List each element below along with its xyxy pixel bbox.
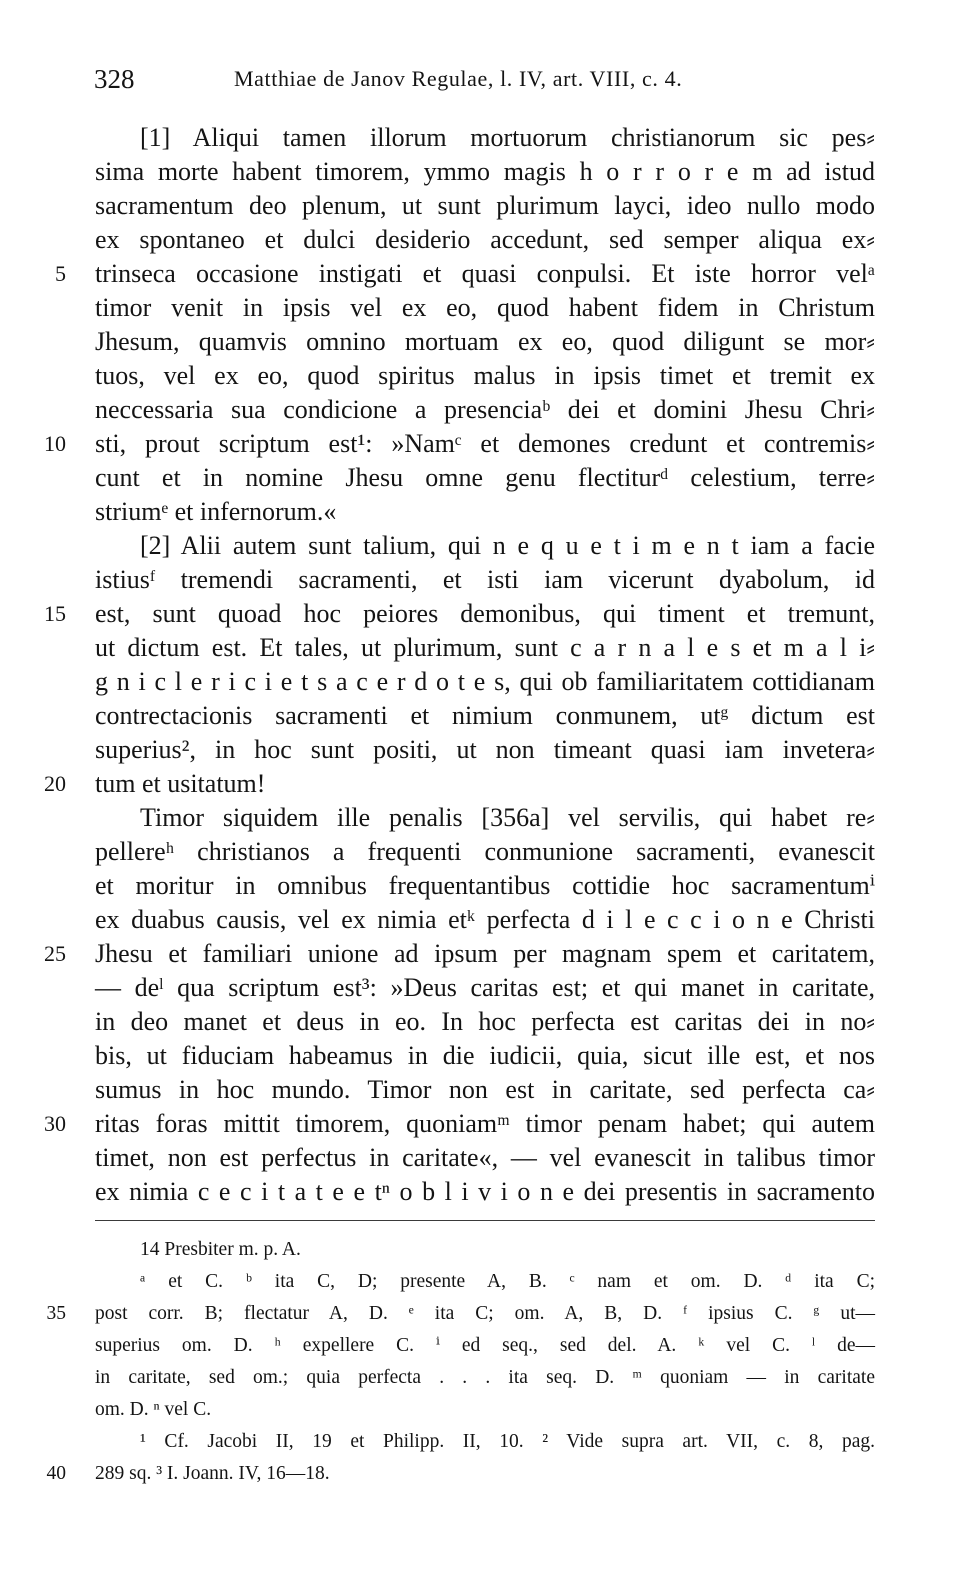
text-line: ex spontaneo et dulci desiderio accedunt, sed semper aliqua ex⸗ [95,225,875,254]
page-number: 328 [94,64,135,94]
text-line: pellereʰ christianos a frequenti conmunione sacramenti, evanescit [95,837,875,866]
text-line: ut dictum est. Et tales, ut plurimum, sunt c a r n a l e s et m a l i⸗ [95,633,875,662]
text-line: [1] Aliqui tamen illorum mortuorum christianorum sic pes⸗ [140,123,875,152]
text-line: sima morte habent timorem, ymmo magis h o r r o r e m ad istud [95,157,875,186]
footnote-rule [95,1220,875,1221]
line-number: 10 [44,431,66,456]
text-line: g n i c l e r i c i e t s a c e r d o t e s, qui ob familiaritatem cottidianam [95,667,875,696]
text-line: cunt et in nomine Jhesu omne genu flectiturᵈ celestium, terre⸗ [95,463,875,492]
text-line: [2] Alii autem sunt talium, qui n e q u e t i m e n t iam a facie [140,531,875,560]
running-title: Matthiae de Janov Regulae, l. IV, art. VIII, c. 4. [234,66,683,91]
text-line: timor venit in ipsis vel ex eo, quod habent fidem in Christum [95,293,875,322]
line-number: 15 [44,601,66,626]
text-line: contrectacionis sacramenti et nimium conmunem, utᵍ dictum est [95,701,875,730]
text-line: timet, non est perfectus in caritate«, — vel evanescit in talibus timor [95,1143,875,1172]
line-number: 30 [44,1111,66,1136]
text-line: Jhesum, quamvis omnino mortuam ex eo, quod diligunt se mor⸗ [95,327,875,356]
text-line: — deˡ qua scriptum est³: »Deus caritas est; et qui manet in caritate, [95,973,875,1002]
footnote-line: ᵃ et C. ᵇ ita C, D; presente A, B. ᶜ nam et om. D. ᵈ ita C; [140,1271,875,1292]
text-line: et moritur in omnibus frequentantibus cottidie hoc sacramentumⁱ [95,871,875,900]
text-line: sti, prout scriptum est¹: »Namᶜ et demones credunt et contremis⸗ [95,429,875,458]
text-line: trinseca occasione instigati et quasi conpulsi. Et iste horror velᵃ [95,259,875,288]
footnote-line: om. D. ⁿ vel C. [95,1399,212,1420]
text-line: sacramentum deo plenum, ut sunt plurimum layci, ideo nullo modo [95,191,875,220]
text-line: istiusᶠ tremendi sacramenti, et isti iam vicerunt dyabolum, id [95,565,875,594]
line-number: 25 [44,941,66,966]
footnote-line: superius om. D. ʰ expellere C. ⁱ ed seq., sed del. A. ᵏ vel C. ˡ de— [95,1335,875,1356]
text-line: neccessaria sua condicione a presenciaᵇ dei et domini Jhesu Chri⸗ [95,395,875,424]
text-line: superius², in hoc sunt positi, ut non timeant quasi iam invetera⸗ [95,735,875,764]
text-line: tuos, vel ex eo, quod spiritus malus in ipsis timet et tremit ex [95,361,875,390]
text-line: ritas foras mittit timorem, quoniamᵐ timor penam habet; qui autem [95,1109,875,1138]
line-number: 20 [44,771,66,796]
line-number: 35 [46,1303,66,1324]
line-number: 5 [55,261,66,286]
footnote-line: 289 sq. ³ I. Joann. IV, 16—18. [95,1463,330,1484]
text-line: ex duabus causis, vel ex nimia etᵏ perfecta d i l e c c i o n e Christi [95,905,875,934]
text-line: tum et usitatum! [95,769,266,798]
footnote-line: 14 Presbiter m. p. A. [140,1239,301,1260]
text-line: Timor siquidem ille penalis [356a] vel servilis, qui habet re⸗ [140,803,875,832]
text-line: striumᵉ et infernorum.« [95,497,337,526]
text-line: ex nimia c e c i t a t e e tⁿ o b l i v i o n e dei presentis in sacramento [95,1177,875,1206]
line-number: 40 [46,1463,66,1484]
text-line: est, sunt quoad hoc peiores demonibus, qui timent et tremunt, [95,599,875,628]
text-line: sumus in hoc mundo. Timor non est in caritate, sed perfecta ca⸗ [95,1075,875,1104]
footnote-line: ¹ Cf. Jacobi II, 19 et Philipp. II, 10. ² Vide supra art. VII, c. 8, pag. [140,1431,875,1452]
text-line: in deo manet et deus in eo. In hoc perfecta est caritas dei in no⸗ [95,1007,875,1036]
footnote-line: post corr. B; flectatur A, D. ᵉ ita C; om. A, B, D. ᶠ ipsius C. ᵍ ut— [95,1303,875,1324]
running-head [94,64,894,98]
footnote-line: in caritate, sed om.; quia perfecta . . . ita seq. D. ᵐ quoniam — in caritate [95,1367,875,1388]
text-line: bis, ut fiduciam habeamus in die iudicii, quia, sicut ille est, et nos [95,1041,875,1070]
text-line: Jhesu et familiari unione ad ipsum per magnam spem et caritatem, [95,939,875,968]
